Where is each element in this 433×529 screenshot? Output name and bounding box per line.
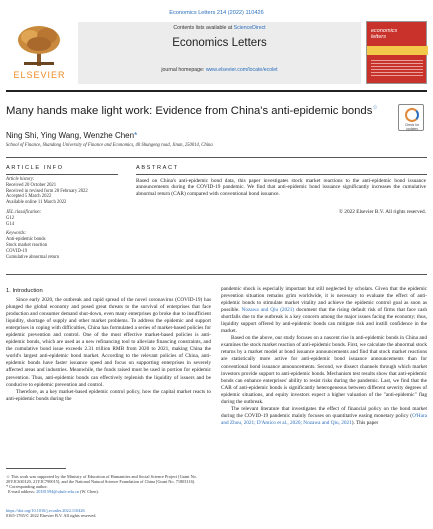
footnote-funding [6,474,211,484]
authors-text: Ning Shi, Ying Wang, Wenzhe Chen [6,131,135,140]
cover-title [371,28,397,40]
email-suffix: (W. Chen). [78,489,99,495]
journal-cover-thumbnail[interactable] [366,21,427,84]
right-column [221,286,427,427]
homepage-prefix: journal homepage: [161,67,206,73]
journal-homepage-link[interactable]: www.elsevier.com/locate/ecolet [205,67,278,73]
crossmark-label-line-2: updates [406,126,418,131]
header-rule [6,90,427,92]
affiliation: School of Finance, Shandong University of Finance and Economics, 40 Shungeng road, Jinan, 250014, China [6,143,213,148]
crossmark-label-line-1: Check for [404,123,420,127]
article-info-block [6,177,118,260]
title-footnote-mark[interactable]: ☆ [372,105,378,111]
paragraph [221,286,427,335]
crossmark-label [399,124,425,131]
paragraph: Based on the above, our study focuses on a nascent rise in anti-epidemic bonds in China and examines the stock market reaction of anti-epidemic bonds. First, we calculate the abnormal stock returns by a market model at bond issuance announcements and find that stock market reactions are statistically more active for anti-epidemic bond issuance announcements than for conventional bond issuance announcements. Second, we dissect channels through which market investors provide support to anti-epidemic bonds. Mechanism test results show that anti-epidemic bonds can enhance enterprises' ability to resist risks during the pandemic. Last, we find that the CAR of anti-epidemic bonds is significantly heterogeneous between different severity degrees of epidemic situations, and equity investors expect a higher valuation of the "anti-epidemic" flag during the outbreak. [221,335,427,405]
article-info-heading: ARTICLE INFO [6,165,64,171]
section-heading-introduction: 1. Introduction [6,288,43,294]
body-rule [6,274,427,275]
paragraph: Therefore, as a key market-based epidemic control policy, how the capital market reacts to anti-epidemic bonds during the [6,388,211,402]
left-column [6,297,211,403]
paragraph-text: ). This paper [351,419,379,426]
journal-name[interactable]: Economics Letters [172,37,267,49]
elsevier-tree-icon [14,24,64,68]
cover-band [367,46,428,55]
abstract-copyright: © 2022 Elsevier B.V. All rights reserved. [338,209,426,215]
journal-citation[interactable]: Economics Letters 214 (2022) 110426 [169,10,264,16]
corresponding-author-mark[interactable]: * [134,131,138,140]
citation-link[interactable]: Nozawa and Qiu (2021) [241,307,295,314]
article-info-rule [6,174,118,175]
abstract-rule [136,174,427,175]
keyword: Stock market reaction [6,242,48,248]
date-accepted: Accepted 5 March 2022 [6,194,52,200]
journal-banner [78,22,361,84]
article-title [6,102,386,118]
footnote-corresponding-text: Corresponding author. [8,484,48,490]
cover-text-lines [371,60,423,78]
paragraph: Since early 2020, the outbreak and rapid spread of the novel coronavirus (COVID-19) has plunged the global economy and posed great threats to the survival of enterprises that face production and consumer demand shut-down, even many enterprises go broke due to insufficient liquidity, shortage of supply and other market problems. To address the epidemic and support enterprises in coping with difficulties, China has formulated a series of market-based policies for epidemic prevention and control. One of the most effective market-based policies is anti-epidemic bonds, which are used as a new refinancing tool to alleviate financing constraints, and the cumulative bond issue exceeds 2.31 trillion RMB from 2020 to 2021, making China the world's largest anti-epidemic bond market. According to the relevant policies of China, anti-epidemic bonds have faster issuance speed and focus on supporting enterprises in severely affected areas and industries. Meanwhile, the funds raised must be used in portion for epidemic prevention. Thus, anti-epidemic bonds can effectively replenish the liquidity of issuers and be conducive to epidemic prevention and control. [6,297,211,388]
paragraph-text: document that the rising default risk of firms that face cash shortfalls due to the outbreak is a key concern among the major issues facing the economy; thus, liquidity support offered by anti-epidemic bonds can mitigate risk and instill confidence in the market. [221,307,427,335]
footnote-rule [6,468,66,469]
jel-label: JEL classification: [6,209,42,215]
page-bottom-info [6,508,211,518]
footnote-email [6,489,211,494]
email-link[interactable]: 20181594@sdufe.edu.cn [36,489,79,495]
jel-code: G12 [6,215,15,221]
elsevier-logo[interactable] [6,22,73,84]
cover-title-line-2: letters [371,34,386,40]
check-for-updates-badge[interactable] [398,104,424,131]
date-revised: Received in revised form 28 February 2022 [6,188,88,194]
keyword: Anti-epidemic bonds [6,237,46,243]
article-title-text: Many hands make light work: Evidence from China's anti-epidemic bonds [6,104,373,117]
keyword: COVID-19 [6,248,28,254]
journal-header [6,21,427,84]
abstract-text: Based on China's anti-epidemic bond data, this paper investigates stock market reactions to the anti-epidemic bond issuance announcements during the COVID-19 pandemic. We find that anti-epidemic bond issuance significantly increases the cumulative abnormal return (CAR) compared with conventional bond issuance. [136,178,426,197]
contents-prefix: Contents lists available at [173,25,234,31]
publisher-logo-text: ELSEVIER [13,70,66,80]
keyword: Cumulative abnormal return [6,254,60,260]
issn-line: 0165-1765/© 2022 Elsevier B.V. All rights reserved. [6,513,97,519]
date-online: Available online 11 March 2022 [6,200,67,206]
footnotes [6,474,211,494]
history-label: Article history: [6,177,35,182]
paragraph-text: The relevant literature that investigates the effect of financial policy on the bond market during the COVID-19 pandemic mainly focuses on quantitative easing monetary policy ( [221,405,427,419]
doi-link[interactable]: https://doi.org/10.1016/j.econlet.2022.110426 [6,508,85,513]
cover-title-line-1: economics [371,28,398,34]
footnote-mark: * [6,484,9,490]
crossmark-icon [405,108,419,122]
email-label: E-mail address: [8,489,37,495]
paragraph [221,406,427,427]
keywords-label: Keywords: [6,231,27,237]
sciencedirect-link[interactable]: ScienceDirect [233,25,266,31]
jel-code: G14 [6,221,15,227]
author-list [6,131,137,140]
abstract-heading: ABSTRACT [136,165,179,171]
citation-link[interactable]: O'Hara and Zhou, 2021; D'Amico et al., 2020; Nozawa and Qiu, 2021 [221,412,427,426]
contents-line [78,25,361,31]
date-received: Received 20 October 2021 [6,182,57,188]
footnote-funding-text: This work was supported by the Ministry of Education of Humanities and Social Science Project [Grant No. 20YJC630120, 21YJC790015]; and the National Natural Science Foundation of China [Grant No. 71803116]. [6,474,197,485]
paragraph-text: pandemic shock is especially important but still neglected by scholars. Given that the epidemic prevention situation remains grim worldwide, it is necessary to evaluate the effect of anti-epidemic bonds to stimulate market vitality and achieve the epidemic control goal as soon as possible. [221,286,427,314]
footnote-mark: ☆ [6,474,10,479]
homepage-line [78,67,361,73]
affiliation-rule [6,157,427,158]
